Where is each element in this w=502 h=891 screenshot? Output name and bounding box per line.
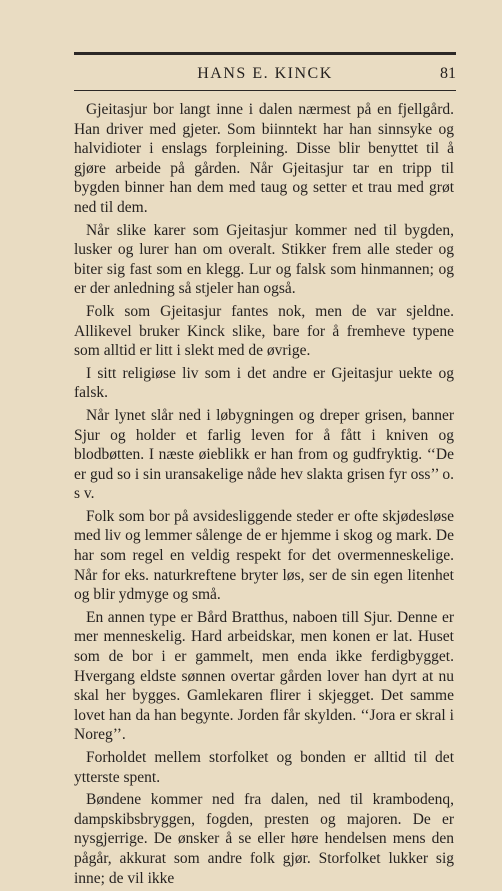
paragraph: Når lynet slår ned i løbygningen og dreper grisen, banner Sjur og holder et farlig leven for å fått i kniven og blodbøtten. I næste øieblikk er han from og gudfryktig. ‘‘De er gud so i sin uransakelige nåde hev slakta grisen fyr oss’’ o. s v. xyxy=(74,406,454,503)
paragraph: Når slike karer som Gjeitasjur kommer ned til bygden, lusker og lurer han om overalt. Stikker frem alle steder og biter sig fast som en klegg. Lur og falsk som hinmannen; og er der anledning så stjeler han også. xyxy=(74,221,454,298)
page-number: 81 xyxy=(440,65,456,82)
paragraph: Forholdet mellem storfolket og bonden er alltid til det ytterste spent. xyxy=(74,749,454,786)
header-rule-top xyxy=(74,52,456,55)
body-text xyxy=(74,100,454,891)
header-rule-bottom xyxy=(74,90,456,91)
paragraph: I sitt religiøse liv som i det andre er Gjeitasjur uekte og falsk. xyxy=(74,364,454,402)
paragraph: Bøndene kommer ned fra dalen, ned til krambodenq, dampskibsbryggen, fogden, presten og majoren. De er nysgjerrige. De ønsker å se eller høre hendelsen mens den pågår, akkurat som andre folk gjør. Storfolket lukker sig inne; de vil ikke xyxy=(74,791,454,887)
paragraph: Folk som Gjeitasjur fantes nok, men de var sjeldne. Allikevel bruker Kinck slike, bare for å fremheve typene som alltid er litt i slekt med de øvrige. xyxy=(74,302,454,360)
paragraph: Gjeitasjur bor langt inne i dalen nærmest på en fjellgård. Han driver med gjeter. Som biinntekt har han sinnsyke og halvidioter i enslags forpleining. Disse blir benyttet til å gjøre arbeide på gården. Når Gjeitasjur tar en tripp til bygden binner han dem med taug og setter et trau med grøt ned til dem. xyxy=(74,101,454,216)
page-header xyxy=(74,63,456,85)
paragraph: En annen type er Bård Bratthus, naboen till Sjur. Denne er mer menneskelig. Hard arbeidskar, men konen er lat. Huset som de bor i er gammelt, men enda ikke ferdigbygget. Hvergang eldste sønnen overtar gården lover han dyrt at nu skal her bygges. Gamlekaren flirer i skjegget. Det samme lovet han da han begynte. Jorden får skylden. ‘‘Jora er skral i Noreg’’. xyxy=(74,608,454,744)
running-head: HANS E. KINCK xyxy=(197,65,333,82)
paragraph: Folk som bor på avsidesliggende steder er ofte skjødesløse med liv og lemmer sålenge de er hjemme i skog og mark. De har som regel en veldig respekt for det overmenneskelige. Når for eks. naturkreftene bryter løs, ser de sin egen litenhet og blir ydmyge og små. xyxy=(74,507,454,604)
